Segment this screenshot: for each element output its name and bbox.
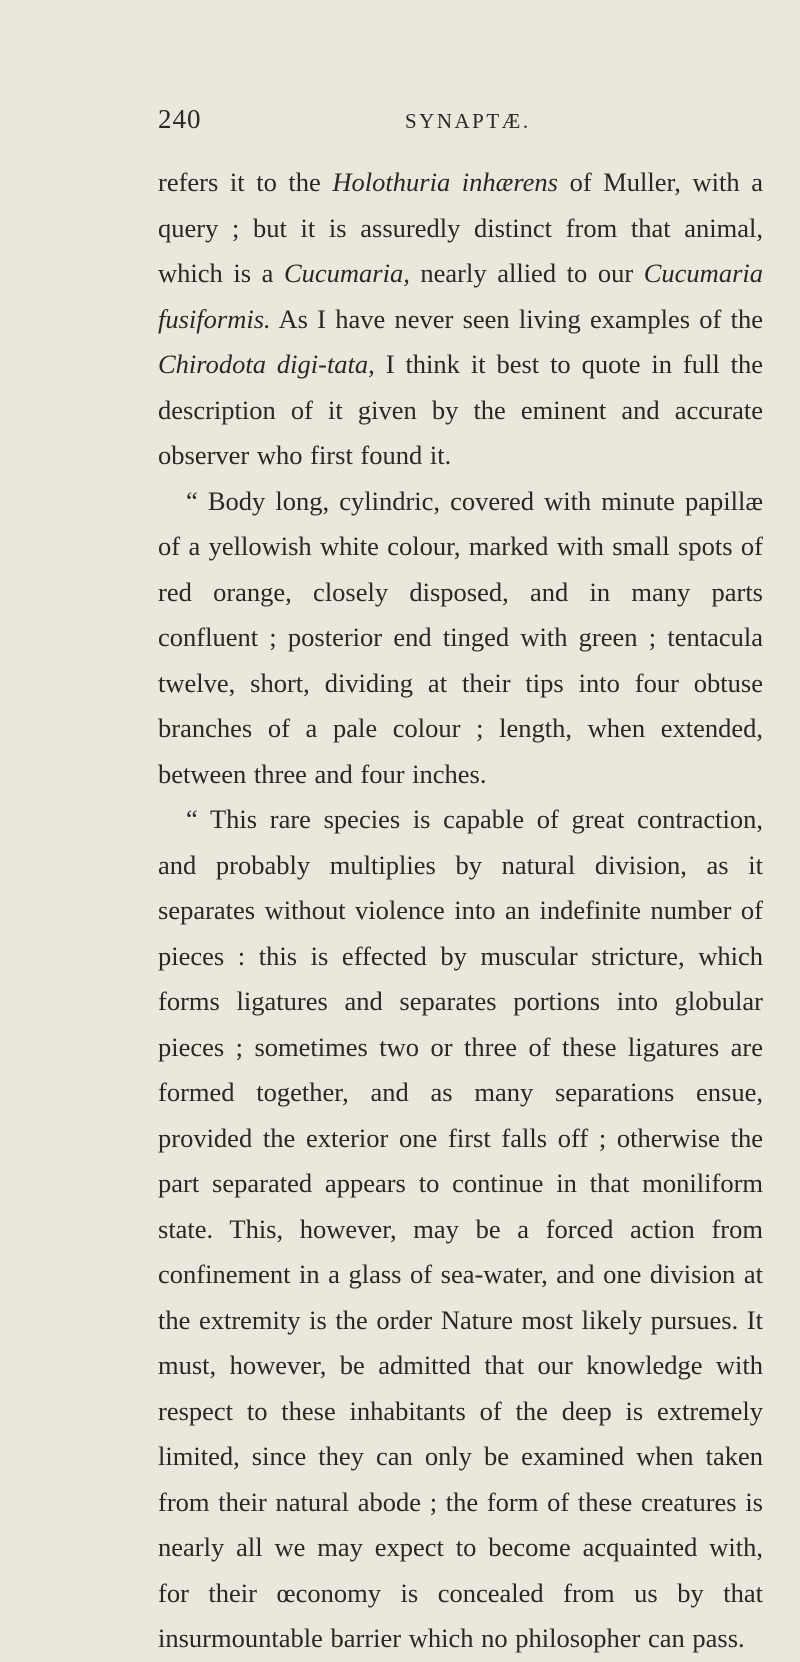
paragraph-2	[158, 479, 763, 798]
paragraph-3	[158, 797, 763, 1662]
text-run: nearly allied to our	[409, 258, 644, 288]
running-head: SYNAPTÆ.	[405, 109, 531, 133]
body-text	[158, 160, 763, 1662]
text-run: “ This rare species is capable of great contraction, and probably multiplies by natural division, as it separates without violence into an indefinite number of pieces : this is effected by muscular stricture, which forms ligatures and separates portions into globular pieces ; sometimes two or three of these ligatures are formed together, and as many separations ensue, provided the exterior one first falls off ; otherwise the part separated appears to continue in that moniliform state. This, however, may be a forced action from confinement in a glass of sea-water, and one division at the extremity is the order Nature most likely pursues. It must, however, be admitted that our knowledge with respect to these inhabitants of the deep is extremely limited, since they can only be examined when taken from their natural abode ; the form of these creatures is nearly all we may expect to become acquainted with, for their œconomy is concealed from us by that insurmountable barrier which no philosopher can pass.	[158, 804, 763, 1653]
paragraph-1	[158, 160, 763, 479]
italic-text: Chirodota digi-tata,	[158, 349, 375, 379]
italic-text: Holothuria inhærens	[332, 167, 558, 197]
italic-text: Cucumaria,	[283, 258, 410, 288]
text-run: “ Body long, cylindric, covered with minute papillæ of a yellowish white colour, marked with small spots of red orange, closely disposed, and in many parts confluent ; posterior end tinged with green ; tentacula twelve, short, dividing at their tips into four obtuse branches of a pale colour ; length, when extended, between three and four inches.	[158, 485, 763, 789]
text-run: refers it to the	[158, 167, 333, 197]
text-run: As I have never seen living examples of the	[270, 303, 763, 334]
page-header	[0, 104, 800, 144]
text-run: I think it best to quote in full the description of it given by the eminent and accurate observer who first found it.	[158, 349, 763, 470]
page-number: 240	[158, 104, 202, 134]
text-run: of Muller, with a query ; but it is assuredly distinct from that animal, which is a	[158, 167, 763, 288]
italic-text: Cucumaria fusiformis.	[158, 258, 763, 334]
